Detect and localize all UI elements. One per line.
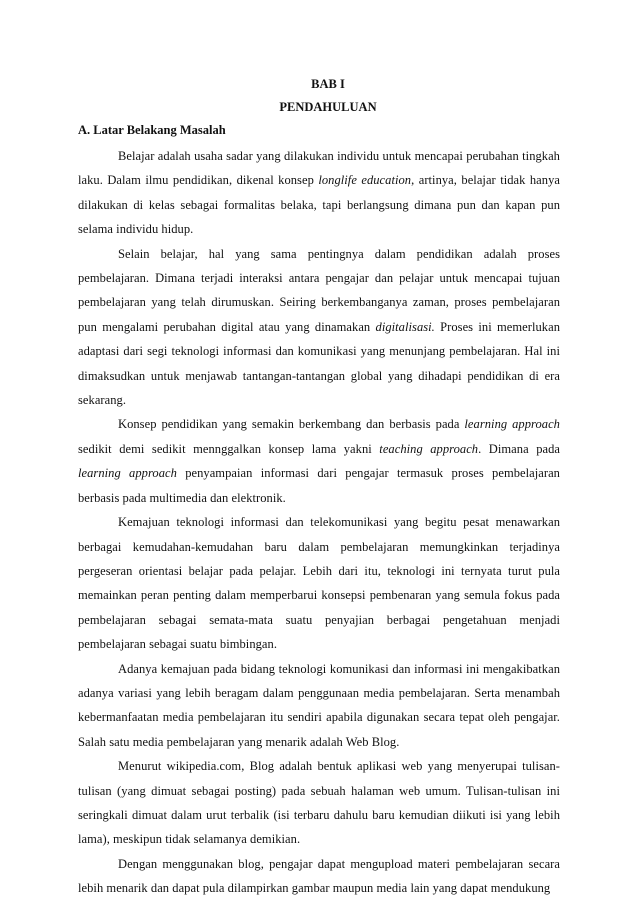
section-title: A. Latar Belakang Masalah — [78, 123, 226, 137]
paragraph-text: Dengan menggunakan blog, pengajar dapat mengupload materi pembelajaran secara lebih menarik dan dapat pula dilampirkan gambar maupun media lain yang dapat mendukung — [78, 856, 560, 896]
paragraph-text: Belajar adalah usaha sadar yang dilakukan individu untuk mencapai perubahan tingkah laku. Dalam ilmu pendidikan, dikenal konsep — [78, 149, 560, 188]
paragraph-text: Kemajuan teknologi informasi dan telekomunikasi yang begitu pesat menawarkan berbagai kemudahan-kemudahan baru dalam pembelajaran memungkinkan terjadinya pergeseran orientasi belajar pada pelajar. Lebih dari itu, teknologi ini ternyata turut pula memainkan peran penting dalam memperbarui konsepsi pembenaran yang semula fokus pada pembelajaran sebagai semata-mata suatu penyajian berbagai pengetahuan menjadi pembelajaran sebagai suatu bimbingan. — [78, 515, 560, 652]
paragraph-text: . Dimana pada — [478, 441, 560, 456]
chapter-title: PENDAHULUAN — [279, 100, 377, 114]
paragraph-text: Proses ini memerlukan adaptasi dari segi teknologi informasi dan komunikasi yang menunjang pembelajaran. Hal ini dimaksudkan untuk menjawab tantangan-tantangan global yang dihadapi pendidikan di era sekarang. — [78, 319, 560, 408]
italic-term: longlife education — [318, 173, 412, 188]
chapter-label: BAB I — [311, 77, 345, 91]
italic-term: learning approach — [78, 466, 177, 481]
paragraph — [78, 144, 560, 242]
paragraph-text: sedikit demi sedikit mennggalkan konsep lama yakni — [78, 441, 380, 456]
document-page — [78, 76, 560, 901]
paragraph — [78, 242, 560, 413]
paragraph — [78, 412, 560, 510]
paragraph-text: penyampaian informasi dari pengajar termasuk proses pembelajaran berbasis pada multimedia dan elektronik. — [78, 466, 560, 505]
italic-term: digitalisasi. — [375, 319, 435, 334]
paragraph — [78, 754, 560, 852]
paragraph — [78, 852, 560, 901]
paragraph-text: Menurut wikipedia.com, Blog adalah bentuk aplikasi web yang menyerupai tulisan-tulisan (yang dimuat sebagai posting) pada sebuah halaman web umum. Tulisan-tulisan ini seringkali dimuat dalam urut terbalik (isi terbaru dahulu baru kemudian diikuti isi yang lebih lama), meskipun tidak selamanya demikian. — [78, 759, 560, 847]
paragraph-text: , artinya, belajar tidak hanya dilakukan di kelas sebagai formalitas belaka, tapi berlangsung dimana pun dan kapan pun selama individu hidup. — [78, 173, 560, 237]
paragraph-text: Selain belajar, hal yang sama pentingnya dalam pendidikan adalah proses pembelajaran. Dimana terjadi interaksi antara pengajar dan pelajar untuk mencapai tujuan pembelajaran yang telah dirumuskan. Seiring berkembanganya zaman, proses pembelajaran pun mengalami perubahan digital atau yang dinamakan — [78, 246, 560, 334]
paragraph — [78, 657, 560, 755]
italic-term: teaching approach — [379, 441, 479, 456]
paragraph-text: Konsep pendidikan yang semakin berkembang dan berbasis pada — [118, 417, 465, 432]
italic-term: learning approach — [464, 417, 560, 432]
paragraph — [78, 510, 560, 656]
body-text — [78, 144, 560, 901]
paragraph-text: Adanya kemajuan pada bidang teknologi komunikasi dan informasi ini mengakibatkan adanya variasi yang lebih beragam dalam penggunaan media pembelajaran. Serta menambah kebermanfaatan media pembelajaran itu sendiri apabila digunakan secara tepat oleh pengajar. Salah satu media pembelajaran yang menarik adalah Web Blog. — [78, 661, 560, 749]
